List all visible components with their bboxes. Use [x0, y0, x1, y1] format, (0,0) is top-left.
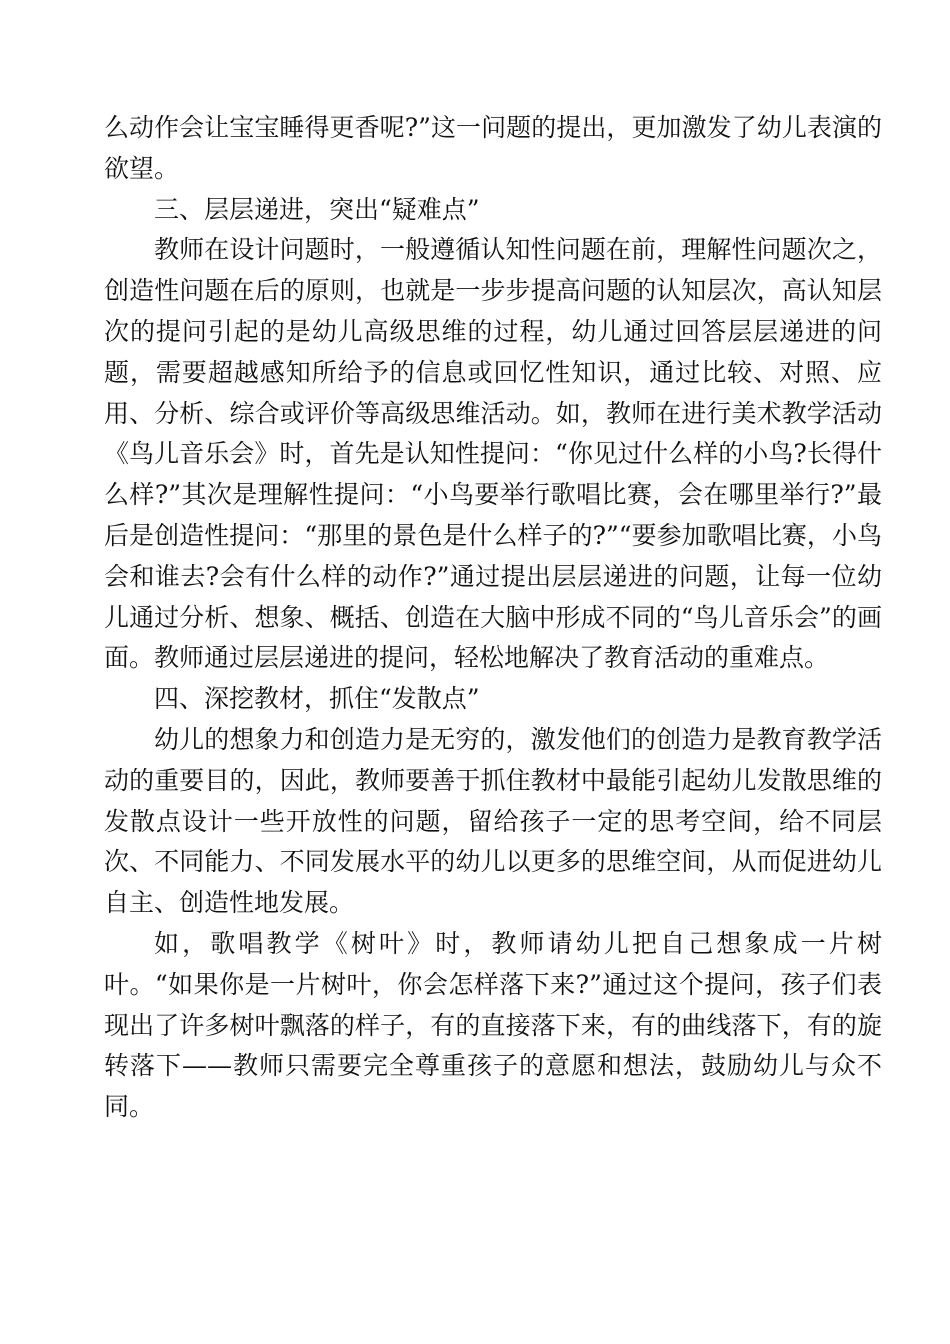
document-body	[104, 108, 882, 1128]
paragraph-example-leaf: 如，歌唱教学《树叶》时，教师请幼儿把自己想象成一片树叶。“如果你是一片树叶，你会怎样落下来?”通过这个提问，孩子们表现出了许多树叶飘落的样子，有的直接落下来，有的曲线落下，有的旋转落下——教师只需要完全尊重孩子的意愿和想法，鼓励幼儿与众不同。	[104, 928, 882, 1122]
paragraph-section-three: 教师在设计问题时，一般遵循认知性问题在前，理解性问题次之，创造性问题在后的原则，也就是一步步提高问题的认知层次，高认知层次的提问引起的是幼儿高级思维的过程，幼儿通过回答层层递进的问题，需要超越感知所给予的信息或回忆性知识，通过比较、对照、应用、分析、综合或评价等高级思维活动。如，教师在进行美术教学活动《鸟儿音乐会》时，首先是认知性提问：“你见过什么样的小鸟?长得什么样?”其次是理解性提问：“小鸟要举行歌唱比赛，会在哪里举行?”最后是创造性提问：“那里的景色是什么样子的?”“要参加歌唱比赛，小鸟会和谁去?会有什么样的动作?”通过提出层层递进的问题，让每一位幼儿通过分析、想象、概括、创造在大脑中形成不同的“鸟儿音乐会”的画面。教师通过层层递进的提问，轻松地解决了教育活动的重难点。	[104, 235, 882, 673]
paragraph-continuation: 么动作会让宝宝睡得更香呢?”这一问题的提出，更加激发了幼儿表演的欲望。	[104, 113, 882, 183]
paragraph-section-four: 幼儿的想象力和创造力是无穷的，激发他们的创造力是教育教学活动的重要目的，因此，教师要善于抓住教材中最能引起幼儿发散思维的发散点设计一些开放性的问题，留给孩子一定的思考空间，给不同层次、不同能力、不同发展水平的幼儿以更多的思维空间，从而促进幼儿自主、创造性地发展。	[104, 724, 882, 918]
section-heading-three: 三、层层递进，突出“疑难点”	[154, 194, 480, 224]
section-heading-four: 四、深挖教材，抓住“发散点”	[154, 684, 480, 714]
